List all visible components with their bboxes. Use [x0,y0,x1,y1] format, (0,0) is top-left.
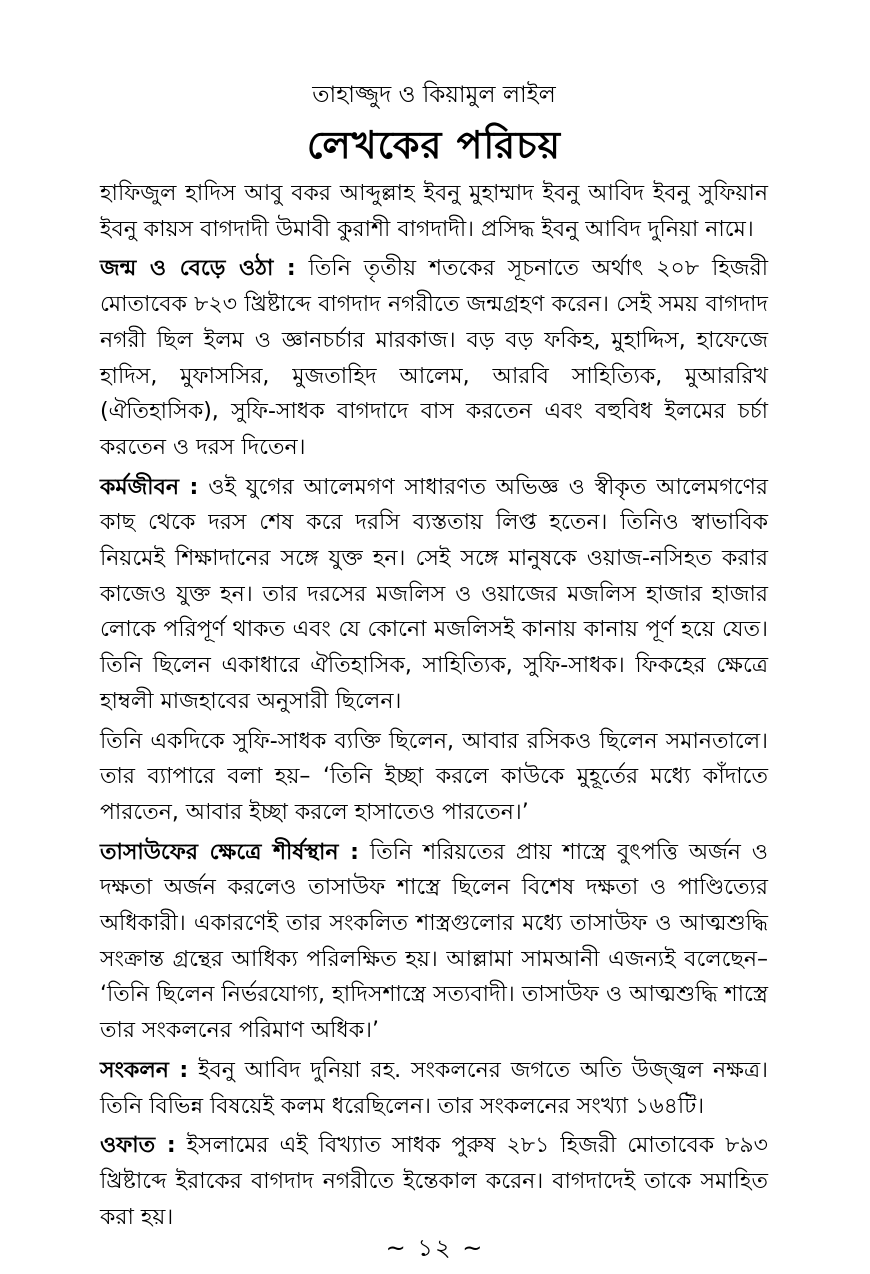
paragraph-heading: সংকলন : [100,1057,189,1083]
paragraph-heading: ওফাত : [100,1133,176,1159]
paragraph-text: তিনি একদিকে সুফি-সাধক ব্যক্তি ছিলেন, আবার রসিকও ছিলেন সমানতালে। তার ব্যাপারে বলা হয়– ‘তিনি ইচ্ছা করলে কাউকে মুহূর্তের মধ্যে কাঁদাতে পারতেন, আবার ইচ্ছা করলে হাসাতেও পারতেন।’ [100,728,768,825]
paragraph-heading: জন্ম ও বেড়ে ওঠা : [100,256,296,282]
paragraph-text: তিনি তৃতীয় শতকের সূচনাতে অর্থাৎ ২০৮ হিজরী মোতাবেক ৮২৩ খ্রিষ্টাব্দে বাগদাদ নগরীতে জন্মগ্রহণ করেন। সেই সময় বাগদাদ নগরী ছিল ইলম ও জ্ঞানচর্চার মারকাজ। বড় বড় ফকিহ, মুহাদ্দিস, হাফেজে হাদিস, মুফাসসির, মুজতাহিদ আলেম, আরবি সাহিত্যিক, মুআররিখ (ঐতিহাসিক), সুফি-সাধক বাগদাদে বাস করতেন এবং বহুবিধ ইলমের চর্চা করতেন ও দরস দিতেন। [100,256,768,460]
page-body [100,78,768,1235]
paragraph-tasawwuf [100,835,768,1049]
paragraph-text: ইবনু আবিদ দুনিয়া রহ. সংকলনের জগতে অতি উজ্জ্বল নক্ষত্র। তিনি বিভিন্ন বিষয়েই কলম ধরেছিলেন। তার সংকলনের সংখ্যা ১৬৪টি। [100,1057,768,1119]
paragraph-compilation [100,1053,768,1124]
paragraph-heading: কর্মজীবন : [100,474,199,500]
paragraph-text: ইসলামের এই বিখ্যাত সাধক পুরুষ ২৮১ হিজরী মোতাবেক ৮৯৩ খ্রিষ্টাব্দে ইরাকের বাগদাদ নগরীতে ইন্তেকাল করেন। বাগদাদেই তাকে সমাহিত করা হয়। [100,1133,768,1230]
running-head: তাহাজ্জুদ ও কিয়ামুল লাইল [312,82,556,108]
section-title: লেখকের পরিচয় [306,123,562,167]
paragraph-intro [100,176,768,247]
paragraph-heading: তাসাউফের ক্ষেত্রে শীর্ষস্থান : [100,839,359,865]
paragraph-character [100,724,768,831]
page-number: ~ ১২ ~ [385,1234,485,1262]
paragraph-text: ওই যুগের আলেমগণ সাধারণত অভিজ্ঞ ও স্বীকৃত আলেমগণের কাছ থেকে দরস শেষ করে দরসি ব্যস্ততায় লিপ্ত হতেন। তিনিও স্বাভাবিক নিয়মেই শিক্ষাদানের সঙ্গে যুক্ত হন। সেই সঙ্গে মানুষকে ওয়াজ-নসিহত করার কাজেও যুক্ত হন। তার দরসের মজলিস ও ওয়াজের মজলিস হাজার হাজার লোকে পরিপূর্ণ থাকত এবং যে কোনো মজলিসই কানায় কানায় পূর্ণ হয়ে যেত। তিনি ছিলেন একাধারে ঐতিহাসিক, সাহিত্যিক, সুফি-সাধক। ফিকহের ক্ষেত্রে হাম্বলী মাজহাবের অনুসারী ছিলেন। [100,474,769,714]
paragraph-death [100,1128,768,1235]
paragraph-text: তিনি শরিয়তের প্রায় শাস্ত্রে বুৎপত্তি অর্জন ও দক্ষতা অর্জন করলেও তাসাউফ শাস্ত্রে ছিলেন বিশেষ দক্ষতা ও পাণ্ডিত্যের অধিকারী। একারণেই তার সংকলিত শাস্ত্রগুলোর মধ্যে তাসাউফ ও আত্মশুদ্ধি সংক্রান্ত গ্রন্থের আধিক্য পরিলক্ষিত হয়। আল্লামা সামআনী এজন্যই বলেছেন– ‘তিনি ছিলেন নির্ভরযোগ্য, হাদিসশাস্ত্রে সত্যবাদী। তাসাউফ ও আত্মশুদ্ধি শাস্ত্রে তার সংকলনের পরিমাণ অধিক।’ [100,839,768,1044]
paragraph-career [100,470,768,720]
paragraph-birth [100,251,768,465]
paragraph-text: হাফিজুল হাদিস আবু বকর আব্দুল্লাহ ইবনু মুহাম্মাদ ইবনু আবিদ ইবনু সুফিয়ান ইবনু কায়স বাগদাদী উমাবী কুরাশী বাগদাদী। প্রসিদ্ধ ইবনু আবিদ দুনিয়া নামে। [100,181,768,242]
